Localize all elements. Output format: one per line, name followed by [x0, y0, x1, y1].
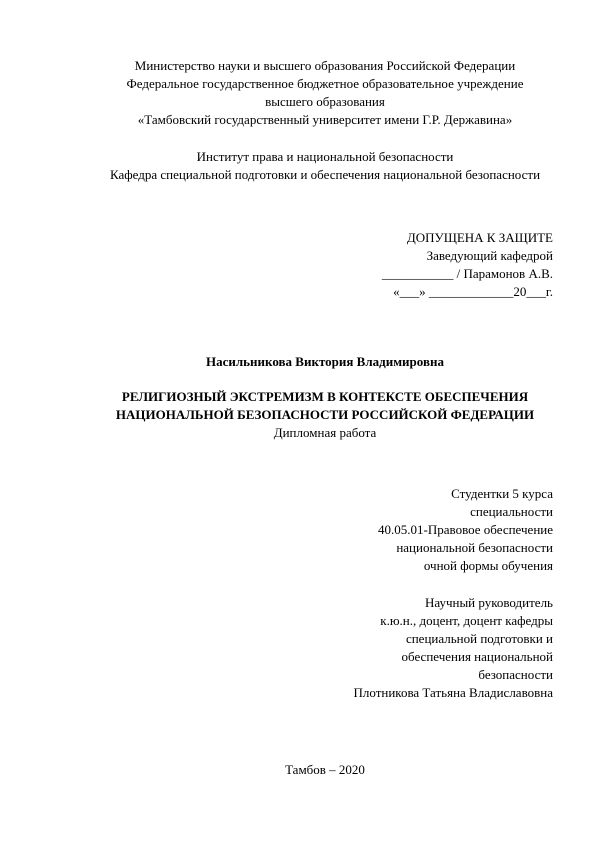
- approval-date-line: «___» _____________20___г.: [393, 284, 553, 299]
- supervisor-info-line: Научный руководитель: [424, 595, 553, 610]
- supervisor-info-block: [250, 594, 553, 702]
- thesis-block: [0, 388, 595, 442]
- approval-block: [300, 229, 553, 301]
- student-info-line: специальности: [470, 504, 553, 519]
- institute-block: [0, 148, 595, 184]
- thesis-title-line: НАЦИОНАЛЬНОЙ БЕЗОПАСНОСТИ РОССИЙСКОЙ ФЕДЕРАЦИИ: [115, 407, 535, 422]
- student-info-line: 40.05.01-Правовое обеспечение: [378, 522, 553, 537]
- institute-name: Институт права и национальной безопасности: [196, 149, 454, 164]
- student-info-line: очной формы обучения: [423, 558, 553, 573]
- supervisor-info-line: безопасности: [478, 667, 553, 682]
- thesis-title-line: РЕЛИГИОЗНЫЙ ЭКСТРЕМИЗМ В КОНТЕКСТЕ ОБЕСПЕЧЕНИЯ: [121, 389, 529, 404]
- ministry-header: [0, 57, 595, 129]
- author-name-text: Насильникова Виктория Владимировна: [206, 354, 444, 369]
- department-name: Кафедра специальной подготовки и обеспечения национальной безопасности: [109, 167, 541, 182]
- footer-text: Тамбов – 2020: [285, 762, 365, 777]
- author-name: [0, 353, 595, 371]
- student-info-line: Студентки 5 курса: [451, 486, 553, 501]
- supervisor-name: Плотникова Татьяна Владиславовна: [353, 685, 553, 700]
- supervisor-info-line: обеспечения национальной: [401, 649, 553, 664]
- supervisor-info-line: к.ю.н., доцент, доцент кафедры: [380, 613, 553, 628]
- student-info-line: национальной безопасности: [396, 540, 553, 555]
- supervisor-info-line: специальной подготовки и: [405, 631, 553, 646]
- ministry-line: Федеральное государственное бюджетное образовательное учреждение: [126, 76, 524, 91]
- ministry-line: Министерство науки и высшего образования Российской Федерации: [134, 58, 516, 73]
- footer-city-year: [0, 761, 595, 779]
- approval-signature-line: ___________ / Парамонов А.В.: [381, 266, 553, 281]
- ministry-line: высшего образования: [265, 94, 385, 109]
- approval-title: ДОПУЩЕНА К ЗАЩИТЕ: [406, 230, 553, 245]
- thesis-type: Дипломная работа: [273, 425, 377, 440]
- student-info-block: [300, 485, 553, 575]
- approval-role: Заведующий кафедрой: [426, 248, 553, 263]
- university-name: «Тамбовский государственный университет имени Г.Р. Державина»: [137, 112, 513, 127]
